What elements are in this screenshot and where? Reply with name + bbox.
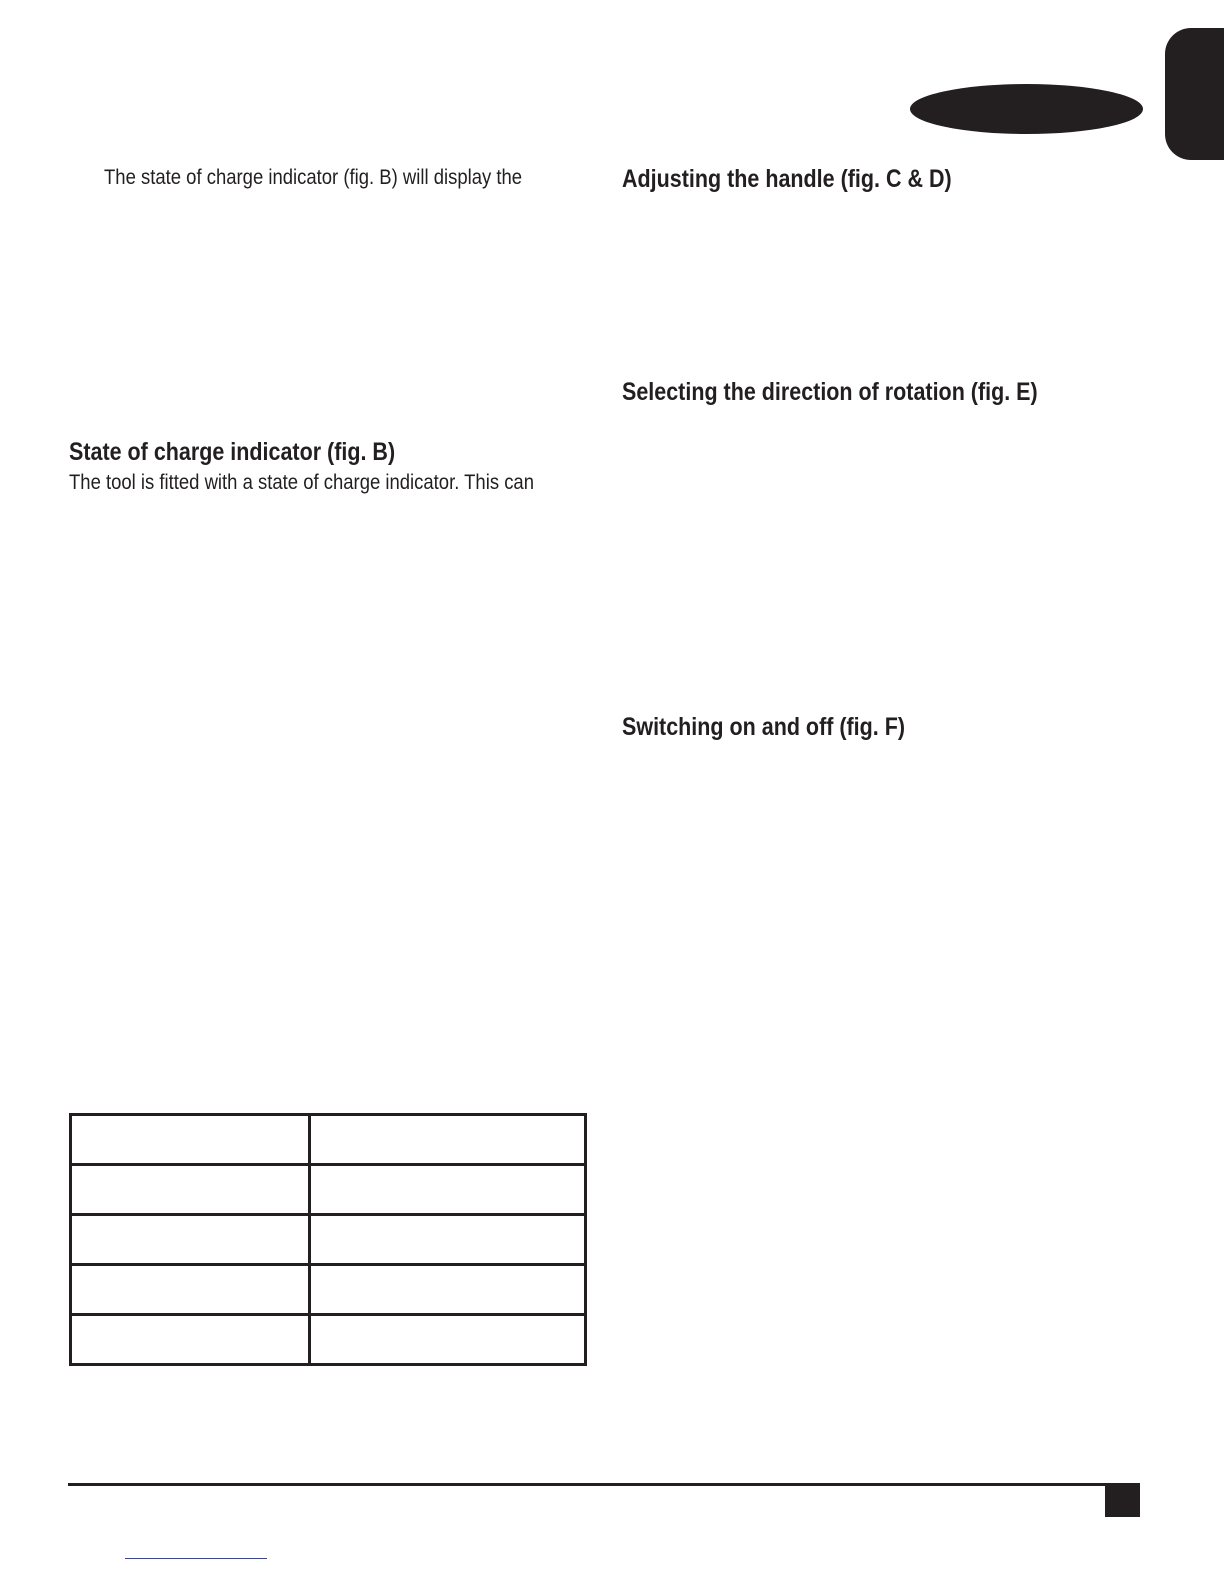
switching-on-off-heading: Switching on and off (fig. F) [622,713,906,741]
table-cell [310,1315,586,1365]
table-cell [310,1115,586,1165]
table-cell [310,1215,586,1265]
table-cell [71,1265,310,1315]
link-underline[interactable] [125,1558,267,1559]
direction-of-rotation-heading: Selecting the direction of rotation (fig. E) [622,378,1038,406]
footer-rule [68,1483,1140,1486]
table-cell [71,1315,310,1365]
language-tab [1165,28,1224,160]
charge-indicator-table [69,1113,587,1366]
table-cell [310,1265,586,1315]
table-cell [71,1115,310,1165]
state-of-charge-heading: State of charge indicator (fig. B) [69,438,396,466]
table-cell [310,1165,586,1215]
table-cell [71,1165,310,1215]
table-cell [71,1215,310,1265]
intro-text: The state of charge indicator (fig. B) will display the [104,166,523,189]
table-row [71,1165,586,1215]
table-row [71,1115,586,1165]
state-of-charge-text: The tool is fitted with a state of charge indicator. This can [69,471,534,494]
table-row [71,1265,586,1315]
table-row [71,1215,586,1265]
section-badge [910,84,1143,134]
page-number-box [1105,1484,1140,1517]
adjusting-handle-heading: Adjusting the handle (fig. C & D) [622,165,952,193]
table-row [71,1315,586,1365]
